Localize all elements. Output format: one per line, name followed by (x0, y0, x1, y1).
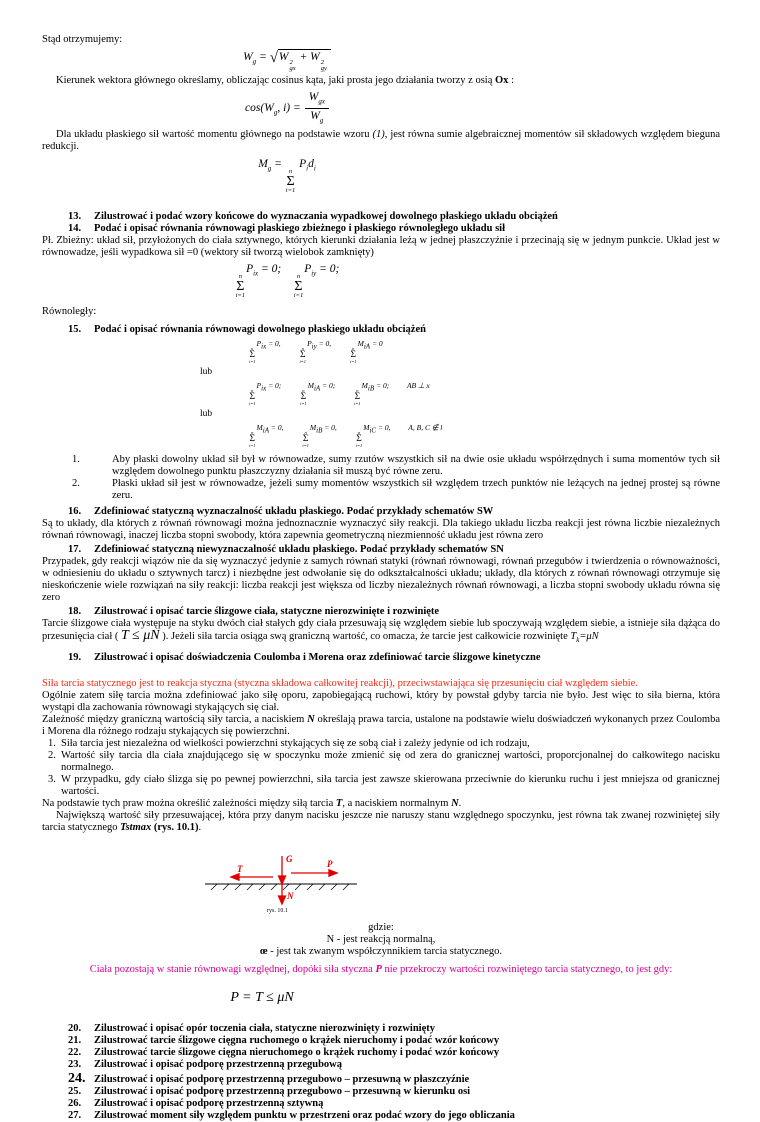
question-item-16: 16. Zdefiniować statyczną wyznaczalność układu płaskiego. Podać przykłady schematów SW (68, 505, 494, 517)
para-warunek-rownowagi: Ciała pozostają w stanie równowagi względnej, dopóki siła styczna P nie przekroczy wartości rozwiniętego tarcia statycznego, to jest gdy: (89, 963, 673, 975)
question-item-24: 24. Zilustrować i opisać podporę przestrzenną przegubowo – przesuwną w płaszczyźnie (68, 1070, 470, 1086)
para-mu-definicja: œ - jest tak zwanym współczynnikiem tarcia statycznego. (259, 945, 502, 957)
friction-figure (187, 846, 720, 918)
formula-moment-glowny: $M_g$ = n Σ i=1 $P_id_i$ (258, 157, 316, 195)
question-item-25: 25. Zilustrować i opisać podporę przestrzenną przegubowo – przesuwną w kierunku osi (68, 1085, 471, 1097)
friction-diagram (187, 846, 377, 914)
sum-symbol: n Σ i=1 (354, 387, 361, 407)
sub-item-1: 1. Aby płaski dowolny układ sił był w równowadze, sumy rzutów wszystkich sił na dwie osie układu współrzędnych i suma momentów tych sił względem dowolnego punktu płaszczyzny działania sił muszą być równe zeru. (72, 453, 720, 477)
lub-separator-2: lub (200, 408, 213, 419)
radical-sign: √ (269, 50, 278, 66)
question-item-23: 23. Zilustrować i opisać podporę przestrzenną przegubową (68, 1058, 343, 1070)
sum-symbol: n Σ i=1 (355, 429, 363, 449)
sum-symbol: n Σ i=1 (249, 345, 256, 365)
force-arrows (231, 853, 337, 904)
ground-hatching (211, 884, 349, 890)
formula-rownowaga-zbiezny: n Σ i=1 $P_{ix} = 0$; n Σ i=1 $P_{iy} = 0$; (235, 262, 340, 300)
question-item-22: 22. Zilustrować tarcie ślizgowe cięgna nieruchomego o krążek ruchomy i podać wzór końcowy (68, 1046, 500, 1058)
para-stad-otrzymujemy: Stąd otrzymujemy: (42, 34, 123, 45)
para-kierunek-wektora: Kierunek wektora głównego określamy, obliczając cosinus kąta, jaki prosta jego działania tworzy z osią Ox : (56, 75, 514, 86)
sum-symbol: n Σ i=1 (293, 272, 304, 300)
fraction: $\frac{W_{gx}}{W_g}$ (305, 91, 329, 127)
equilibrium-equations-line-3: n Σ i=1 $M_{iA} = 0$, n Σ i=1 $M_{iB} = 0$, n Σ i=1 $M_{iC} = 0$, A, B, C ∉ l (249, 422, 443, 449)
normal-reaction-arrowhead (279, 896, 286, 904)
formula-resultant-magnitude: $W_g = √W$ 2 gx + W 2 gy (42, 51, 532, 72)
para-gdzie: gdzie: (368, 921, 394, 933)
weight-arrowhead (279, 876, 286, 884)
para-n-definicja: N - jest reakcją normalną, (326, 933, 436, 945)
question-item-14: 14. Podać i opisać równania równowagi płaskiego zbieżnego i płaskiego równoległego układu sił (68, 222, 505, 234)
sum-symbol: n Σ i=1 (235, 272, 246, 300)
sum-symbol: n Σ i=1 (249, 429, 256, 449)
question-item-21: 21. Zilustrować tarcie ślizgowe cięgna ruchomego o krążek nieruchomy i podać wzór końcowy (68, 1034, 500, 1046)
para-moment-glowny: Dla układu płaskiego sił wartość momentu głównego na podstawie wzoru (1), jest równa sumie algebraicznej momentów sił składowych względem bieguna redukcji. (42, 128, 720, 152)
figure-caption: rys. 10.1 (267, 907, 288, 914)
para-najwieksza: Największą wartość siły przesuwającej, która przy danym nacisku jeszcze nie naruszy stanu względnego spoczynku, jest równa tak zwanej rozwiniętej siły tarcia statycznego Tstmax (rys. 10.1). (42, 809, 720, 833)
sub-item-2: 2. Płaski układ sił jest w równowadze, jeżeli sumy momentów wszystkich sił względem trzech punktów nie leżących na jednej prostej są równe zeru. (72, 477, 720, 501)
formula-tarcie-inline: T ≤ μN (121, 627, 160, 643)
condition-note: A, B, C ∉ l (408, 422, 443, 432)
para-sila-tarcia-definicja: Siła tarcia statycznego jest to reakcja styczna (styczna składowa całkowitej reakcji), przeciwstawiająca się przesunięciu ciał względem siebie. (42, 677, 638, 689)
label-G: G (286, 853, 293, 864)
para-sw-definicja: Są to układy, dla których z równań równowagi można jednoznacznie wyznaczyć siły reakcji. Dla takiego układu liczba reakcji jest równa liczbie niezależnych równań równowagi, inaczej liczba stopni swobody, która zapewnia geometryczną niezmienność układu jest równa zero (42, 517, 720, 541)
friction-force-arrowhead (231, 873, 239, 879)
formula-warunek-koncowy: P = T ≤ μN (230, 989, 294, 1005)
law-item-2: 2. Wartość siły tarcia dla ciała znajdującego się w spoczynku może zmienić się od zera do granicznej wartości, proporcjonalnej do całkowitego nacisku normalnego. (48, 749, 720, 773)
question-item-13: 13. Zilustrować i podać wzory końcowe do wyznaczania wypadkowej dowolnego płaskiego układu obciążeń (68, 210, 558, 222)
sum-symbol: n Σ i=1 (302, 429, 309, 449)
question-item-27: 27. Zilustrować moment siły względem punktu w przestrzeni oraz podać wzory do jego obliczania (68, 1109, 515, 1121)
question-item-17: 17. Zdefiniować statyczną niewyznaczalność układu płaskiego. Podać przykłady schematów SN (68, 543, 504, 555)
applied-force-arrowhead (329, 869, 337, 875)
label-P: P (327, 858, 333, 869)
question-item-20: 20. Zilustrować i opisać opór toczenia ciała, statyczne nierozwinięty i rozwinięty (68, 1022, 436, 1034)
equilibrium-equations-line-1: n Σ i=1 $P_{ix} = 0$, n Σ i=1 $P_{iy} = 0$, n Σ i=1 $M_{iA} = 0$ (249, 338, 383, 365)
condition-note: AB ⊥ x (406, 380, 430, 390)
question-item-18: 18. Zilustrować i opisać tarcie ślizgowe ciała, statyczne nierozwinięte i rozwinięte (68, 605, 440, 617)
para-na-podstawie: Na podstawie tych praw można określić zależności między siłą tarcia T, a naciskiem normalnym N. (42, 797, 462, 809)
label-N: N (287, 890, 294, 901)
para-zaleznosc: Zależność między graniczną wartością siły tarcia, a naciskiem N określają prawa tarcia, ustalone na podstawie wielu doświadczeń wykonanych przez Coulomba i Morena dla różnego rodzaju stykających się powierzchni. (42, 713, 720, 737)
equilibrium-equations-line-2: n Σ i=1 $P_{ix} = 0$; n Σ i=1 $M_{iA} = 0$; n Σ i=1 $M_{iB} = 0$; AB ⊥ x (249, 380, 430, 407)
question-item-15: 15. Podać i opisać równania równowagi dowolnego płaskiego układu obciążeń (68, 323, 426, 335)
law-item-1: 1. Siła tarcia jest niezależna od wielkości powierzchni stykających się ze sobą ciał i zależy jedynie od ich rodzaju, (48, 737, 530, 749)
law-item-3: 3. W przypadku, gdy ciało ślizga się po pewnej powierzchni, siła tarcia jest zawsze skierowana przeciwnie do kierunku ruchu i jest mniejsza od granicznej wartości. (48, 773, 720, 797)
lub-separator-1: lub (200, 366, 213, 377)
sum-symbol: n Σ i=1 (249, 387, 256, 407)
formula-cosine-direction: $\cos(W_g$, i) = $\frac{W_{gx}}{W_g}$ (42, 91, 532, 127)
para-sn-definicja: Przypadek, gdy reakcji wiązów nie da się wyznaczyć jedynie z samych równań statyki (równań równowagi, równań przegubów i twierdzenia o równoważności, w odniesieniu do układu o sztywnych tarcz) i niezbędne jest odwołanie się do odkształcalności układu; układy, dla których z równań równowagi otrzymuje się nieskończenie wiele rozwiązań na siły reakcji: liczba reakcji jest większa od liczby niezależnych równań równowagi, a liczba stopni swobody układu równa się zero (42, 555, 720, 603)
para-rownolegly: Równoległy: (42, 305, 97, 317)
question-item-26: 26. Zilustrować i opisać podporę przestrzenną sztywną (68, 1097, 324, 1109)
sum-symbol: n Σ i=1 (300, 387, 307, 407)
para-uklad-zbiezny: Pł. Zbieżny: układ sił, przyłożonych do ciała sztywnego, których kierunki działania leżą w jednej płaszczyźnie i przecinają się w jednym punkcie. Układ jest w równowadze, jeśli wypadkowa sił =0 (wektory sił tworzą wielobok zamknięty) (42, 234, 720, 258)
label-T: T (237, 863, 243, 874)
sum-symbol: n Σ i=1 (299, 345, 307, 365)
question-item-19: 19. Zilustrować i opisać doświadczenia Coulomba i Morena oraz zdefiniować tarcie ślizgowe kinetyczne (68, 651, 541, 663)
para-tarcie-slizgowe: Tarcie ślizgowe ciała występuje na styku dwóch ciał stałych gdy ciała przesuwają się względem siebie lub spoczywają względem siebie, a istnieje siła dążąca do przesunięcia ciał ( T ≤ μN ). Jeżeli siła tarcia osiąga swą graniczną wartość, co omacza, że tarcie jest całkowicie rozwinięte $T_k=\mu N$ (42, 617, 720, 644)
para-ogolnie: Ogólnie zatem siłę tarcia można zdefiniować jako siłę oporu, zapobiegającą ruchowi, który by powstał gdyby tarcia nie było. Jest więc to siła bierna, która wystąpi dla zachowania równowagi stykających się ciał. (42, 689, 720, 713)
sum-symbol: n Σ i=1 (285, 167, 296, 195)
sum-symbol: n Σ i=1 (350, 345, 357, 365)
